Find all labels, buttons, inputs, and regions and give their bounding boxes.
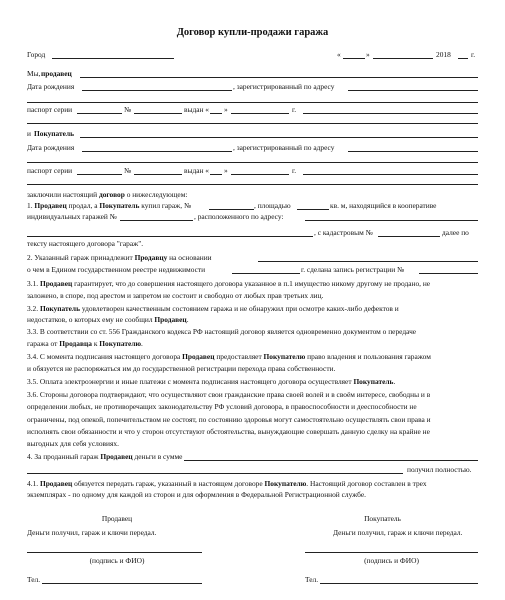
buyer-issued-label: выдан « [184,166,209,175]
clause-4-1-text: . Настоящий договор составлен в трех [306,479,427,488]
clause-2-text: 2. Указанный гараж принадлежит [27,253,133,262]
buyer-phone-field[interactable] [320,583,478,584]
intro-text-a: заключили настоящий [27,190,98,199]
clause-3-2-line-2 [27,315,189,324]
buyer-address-field[interactable] [348,151,478,152]
garage-address-field[interactable] [305,220,478,221]
clause-4-1-seller: Продавец [39,479,73,488]
clause-3-2-text: 3.2. [27,304,39,313]
date-day-field[interactable] [343,58,365,59]
clause-3-4-buyer: Покупателю [263,352,306,361]
clause-4-seller: Продавец [100,452,133,461]
date-year: 2018 [436,50,451,59]
clause-1-seller: Продавец [34,201,67,210]
clause-3-2-text: удовлетворен качественным состоянием гаража и не обнаружил при осмотре каких-либо дефектов и [81,304,399,313]
date-year-suffix-field[interactable] [458,58,468,59]
clause-3-3-text: к [93,339,98,348]
seller-birth-label: Дата рождения [27,82,75,91]
clause-3-3-line-1: 3.3. В соответствии со ст. 556 Гражданского кодекса РФ настоящий договор является одновременно документом о передаче [27,327,417,336]
clause-3-3-seller: Продавца [59,339,92,348]
buyer-signature-text: Деньги получил, гараж и ключи передал. [333,528,463,537]
buyer-passport-series-field[interactable] [77,174,122,175]
seller-issued-year-suffix: г. [292,105,297,114]
buyer-address-field-2[interactable] [27,162,478,163]
buyer-and-prefix: и [27,129,31,138]
clause-3-3-buyer: Покупателю [99,339,142,348]
clause-1-cadastral-label: , с кадастровым № [314,228,373,237]
garage-number-field[interactable] [209,209,254,210]
clause-3-4-line-2: и обязуется не распоряжаться им до государственной регистрации перехода права собственности. [27,364,336,373]
clause-4-1-line-2: экземплярах - по одному для каждой из сторон и для оформления в Федеральной Регистрационной службе. [27,490,366,499]
buyer-issued-year-suffix: г. [292,166,297,175]
seller-passport-series-field[interactable] [77,113,122,114]
clause-2-line-1 [27,253,212,262]
date-month-field[interactable] [373,58,433,59]
clause-3-5-buyer: Покупатель [353,377,394,386]
clause-1-hereinafter: далее по [442,228,469,237]
buyer-signature-line[interactable] [305,552,478,553]
clause-4-text: 4. За проданный гараж [27,452,99,461]
clause-3-3-period: . [141,339,143,348]
buyer-signature-caption: (подпись и ФИО) [364,556,419,565]
clause-2-record-label: г. сделана запись регистрации № [301,265,405,274]
seller-address-field[interactable] [348,90,478,91]
city-field[interactable] [52,58,174,59]
seller-signature-caption: (подпись и ФИО) [89,556,145,565]
buyer-birth-field[interactable] [82,151,232,152]
buyer-birth-label: Дата рождения [27,143,75,152]
clause-3-6-line-5: выгодных для себя условиях. [27,439,119,448]
seller-signature-text: Деньги получил, гараж и ключи передал. [27,528,157,537]
contract-intro [27,190,187,199]
clause-3-2-period: . [186,315,189,324]
clause-3-6-line-3: ограничены, под опекой, попечительством не состоят, по состоянию здоровья могут самостоятельно осуществлять свои права и [27,415,431,424]
clause-4-1-text: 4.1. [27,479,39,488]
date-quote-open: « [337,50,341,59]
clause-3-5-period: . [393,377,396,386]
date-quote-close: » [366,50,370,59]
seller-address-field-2[interactable] [27,102,478,103]
seller-birth-field[interactable] [82,90,232,91]
clause-2-seller: Продавцу [134,253,168,262]
clause-3-2-line-1 [27,304,399,313]
clause-1-text: продал, а [68,201,98,210]
buyer-signature-title: Покупатель [364,514,401,523]
price-field[interactable] [184,460,478,461]
clause-1-coop-number-label: индивидуальных гаражей № [27,212,117,221]
price-words-field[interactable] [27,473,403,474]
city-label: Город [27,50,46,59]
clause-3-3-line-2 [27,339,143,348]
buyer-passport-number-field[interactable] [134,174,182,175]
clause-3-1-line-2: заложено, в споре, под арестом и запретом не состоит и свободно от любых прав третьих лиц. [27,291,324,300]
seller-phone-label: Тел. [27,575,41,584]
seller-issued-label: выдан « [184,105,209,114]
buyer-role: Покупатель [34,129,75,138]
seller-extra-line[interactable] [27,123,478,124]
clause-3-2-seller: Продавец [154,315,187,324]
seller-issued-by-field[interactable] [303,113,478,114]
seller-we-prefix: Мы, [27,69,41,78]
clause-3-3-text: гаража от [27,339,58,348]
buyer-issued-day-field[interactable] [210,174,222,175]
clause-4-received: получил полностью. [407,465,472,474]
seller-issued-close: » [224,105,228,114]
clause-3-4-text: предоставляет [216,352,262,361]
seller-name-field[interactable] [80,77,478,78]
clause-3-1-seller: Продавец [39,279,73,288]
clause-3-1-text: гарантирует, что до совершения настоящего договора указанное в п.1 имущество никому другому не продано, не [74,279,431,288]
clause-3-6-line-1: 3.6. Стороны договора подтверждают, что осуществляют свои гражданские права своей волей и в своём интересе, свободны и в [27,390,431,399]
buyer-phone-label: Тел. [305,575,319,584]
clause-3-4-text: право владения и пользования гаражом [307,352,431,361]
clause-4-1-buyer: Покупателю [264,479,307,488]
garage-address-field-2[interactable] [27,236,313,237]
clause-1-text: 1. [27,201,33,210]
clause-3-2-text: недостатков, о которых ему не сообщил [27,315,153,324]
clause-2-text: на основании [169,253,212,262]
buyer-issued-month-field[interactable] [231,174,289,175]
buyer-registered-label: , зарегистрированный по адресу [233,143,335,152]
buyer-name-field[interactable] [80,137,478,138]
coop-number-field[interactable] [120,220,193,221]
seller-registered-label: , зарегистрированный по адресу [233,82,335,91]
seller-signature-title: Продавец [101,514,133,523]
seller-signature-line[interactable] [27,552,202,553]
buyer-number-sign: № [124,166,132,175]
clause-3-5-line-1 [27,377,395,386]
clause-4-line-1 [27,452,182,461]
buyer-passport-label: паспорт серии [27,166,73,175]
clause-4-1-text: обязуется передать гараж, указанный в настоящем договоре [74,479,263,488]
seller-number-sign: № [124,105,132,114]
clause-3-1-text: 3.1. [27,279,39,288]
document-title: Договор купли-продажи гаража [176,27,329,38]
clause-1-line-1 [27,201,191,210]
clause-1-address-label: , расположенного по адресу: [194,212,284,221]
intro-text-b: договор [98,190,125,199]
intro-text-c: о нижеследующем: [126,190,188,199]
garage-area-field[interactable] [297,209,329,210]
clause-3-2-buyer: Покупатель [39,304,80,313]
clause-3-4-text: 3.4. С момента подписания настоящего договора [27,352,181,361]
seller-passport-label: паспорт серии [27,105,73,114]
clause-2-registry-label: о чем в Едином государственном реестре недвижимости [27,265,206,274]
clause-3-5-text: 3.5. Оплата электроэнергии и иные платежи с момента подписания настоящего договора осуществляет [27,377,352,386]
clause-3-6-line-2: определении любых, не противоречащих законодательству РФ условий договора, в правоспособности и дееспособности не [27,402,417,411]
clause-3-4-seller: Продавец [182,352,215,361]
ownership-basis-field[interactable] [258,261,478,262]
registry-date-field[interactable] [232,273,300,274]
date-year-suffix: г. [471,50,476,59]
buyer-extra-line[interactable] [27,184,478,185]
clause-3-1-line-1 [27,279,430,288]
clause-1-area-label: , площадью [254,201,291,210]
clause-1-buyer: Покупатель [99,201,140,210]
clause-1-text: купил гараж, № [141,201,192,210]
buyer-issued-by-field[interactable] [303,174,478,175]
registry-number-field[interactable] [419,273,478,274]
clause-1-line-4: тексту настоящего договора "гараж". [27,239,144,248]
clause-1-coop-label: кв. м, находящийся в кооперативе [330,201,437,210]
seller-phone-field[interactable] [42,583,202,584]
clause-4-1-line-1 [27,479,427,488]
seller-issued-day-field[interactable] [210,113,222,114]
clause-3-4-line-1 [27,352,431,361]
clause-4-text: деньги в сумме [134,452,183,461]
cadastral-number-field[interactable] [378,236,440,237]
clause-3-6-line-4: исполнять свои обязанности и что у сторон отсутствуют обстоятельства, вынуждающие совершать данную сделку на крайне не [27,427,430,436]
buyer-issued-close: » [224,166,228,175]
seller-passport-number-field[interactable] [134,113,182,114]
seller-role: продавец [41,69,72,78]
seller-issued-month-field[interactable] [231,113,289,114]
